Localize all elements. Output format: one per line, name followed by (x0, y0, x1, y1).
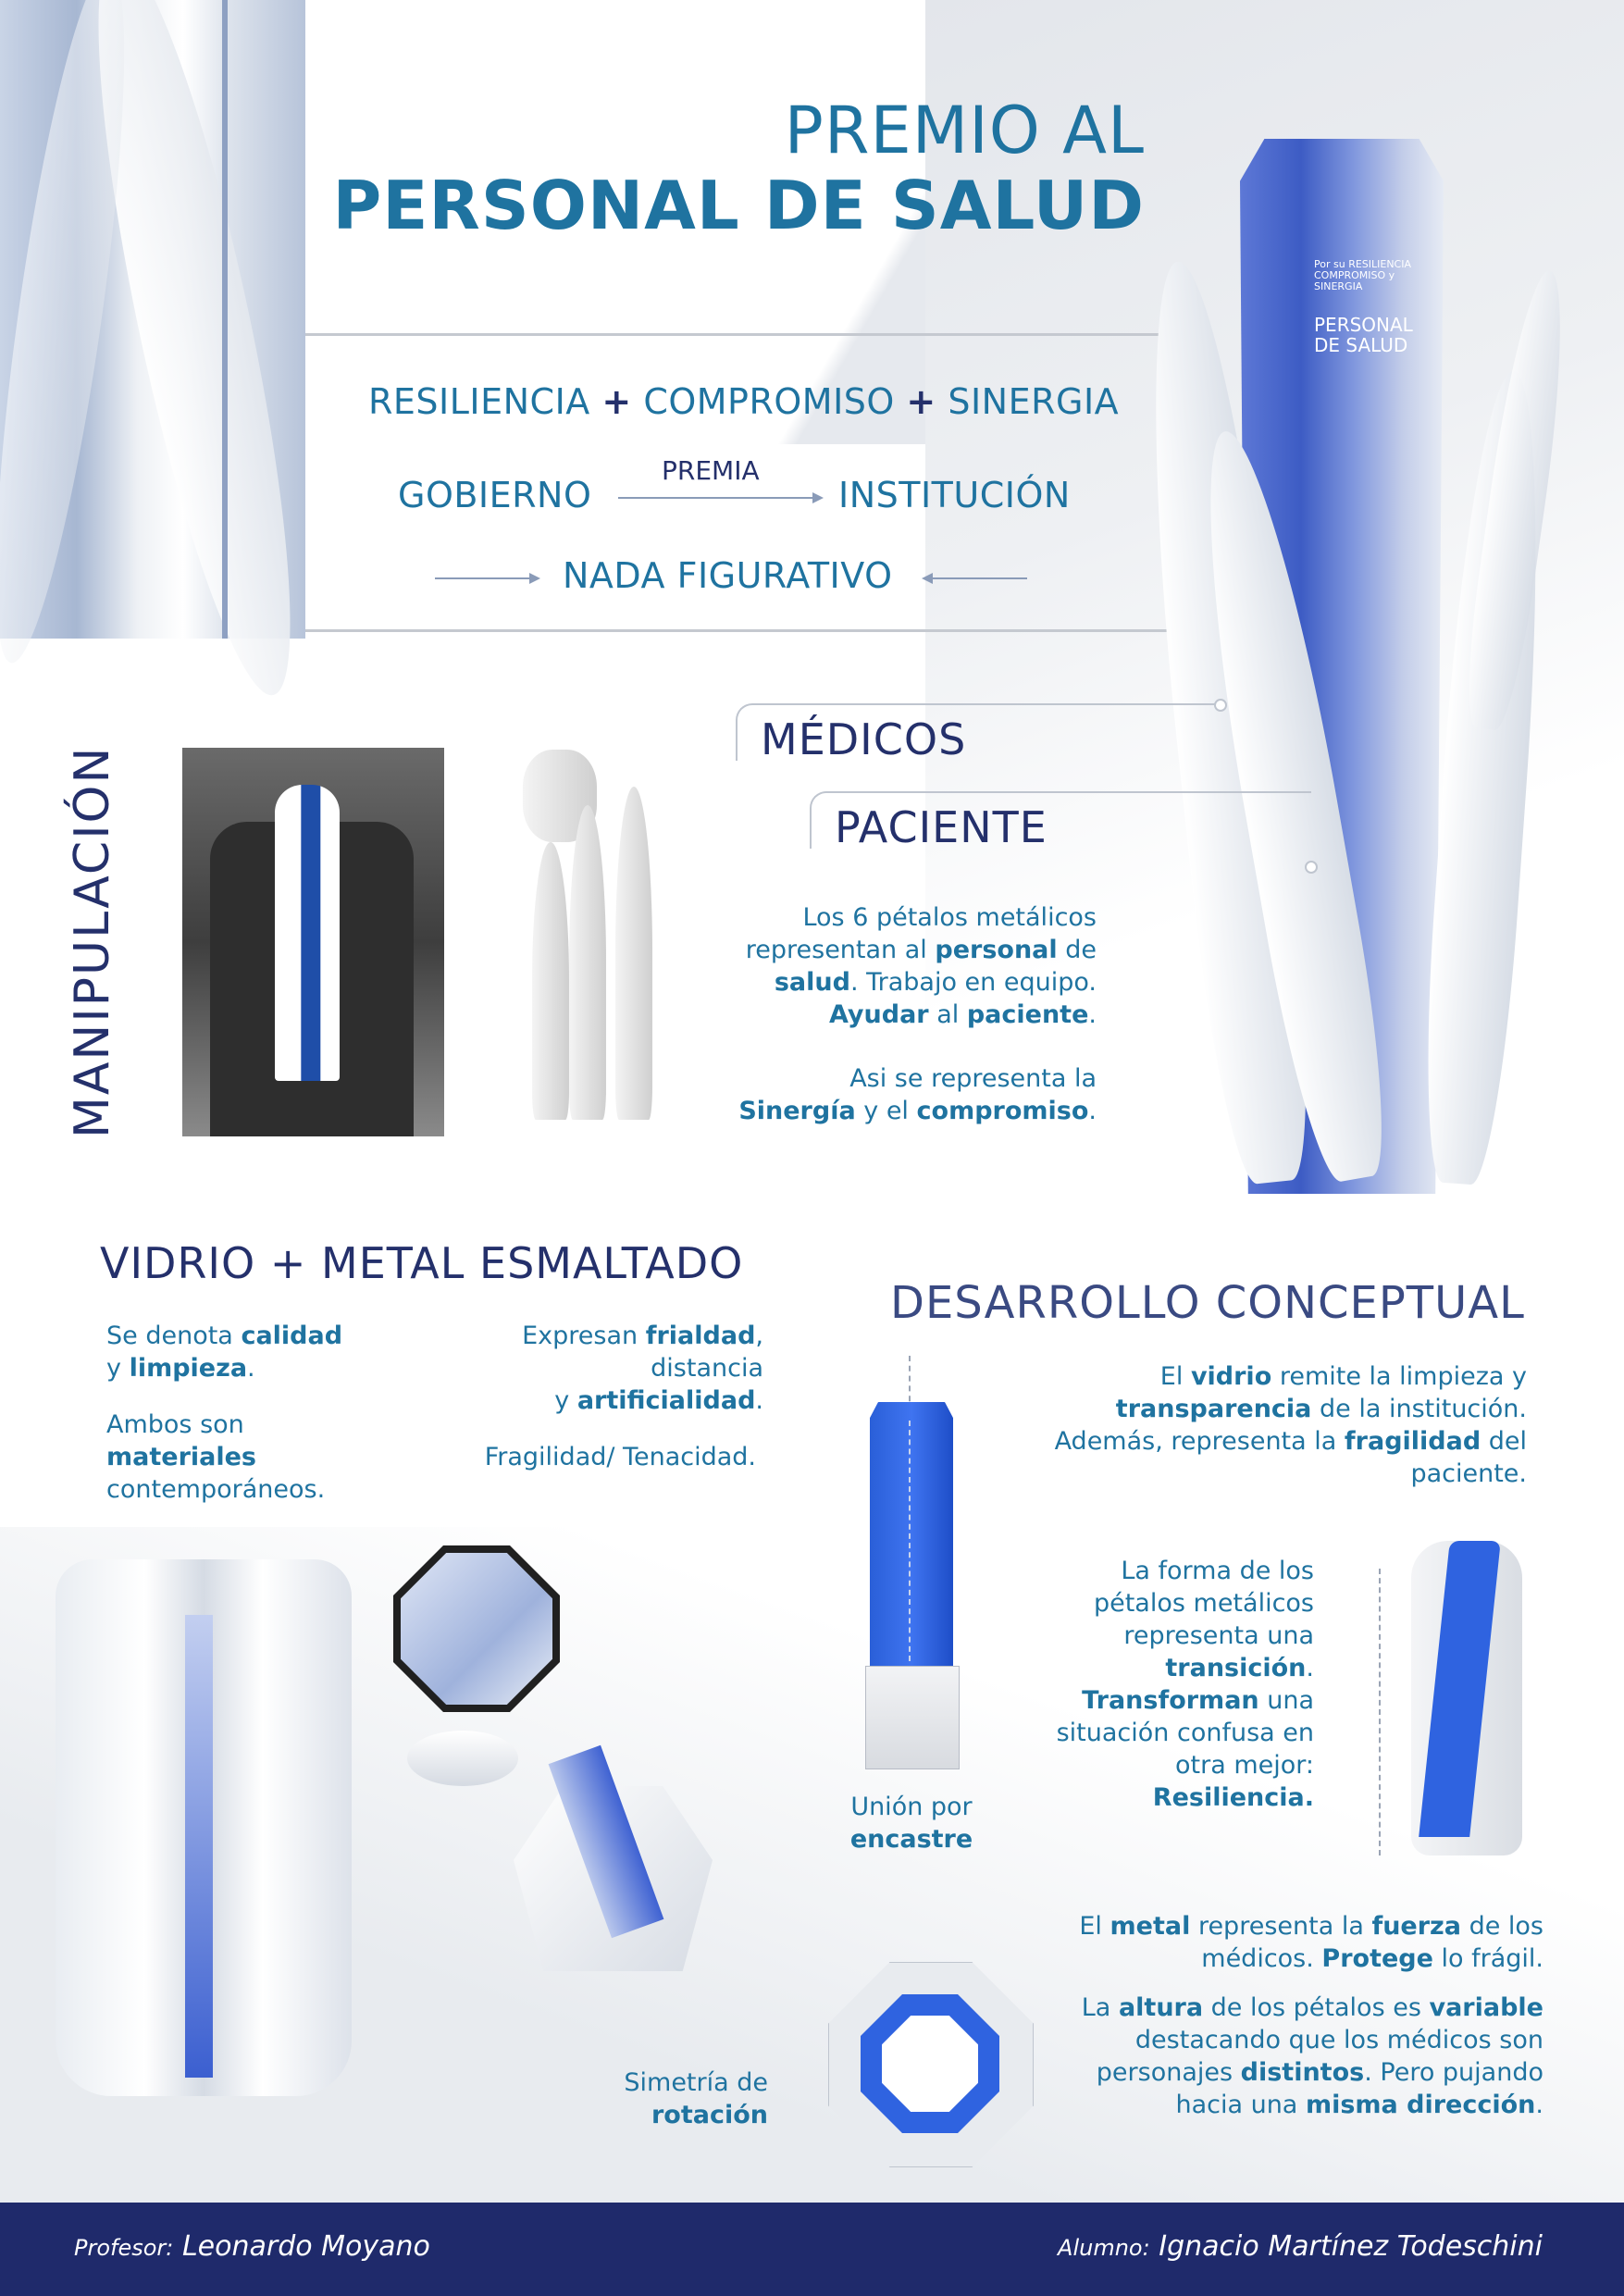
callout-medicos: MÉDICOS (761, 714, 967, 764)
callout-dot (1305, 861, 1318, 874)
title-line-2: PERSONAL DE SALUD (332, 167, 1145, 244)
from-label: GOBIERNO (398, 475, 592, 515)
materials-left-text: Se denota calidad y limpieza. Ambos son materiales contemporáneos. (106, 1322, 343, 1504)
engraving-small: Por su RESILIENCIA COMPROMISO y SINERGIA (1314, 258, 1412, 293)
verb-label: PREMIA (662, 455, 760, 486)
assembled-top-render (504, 1731, 722, 1971)
development-title: DESARROLLO CONCEPTUAL (890, 1277, 1525, 1329)
trophy-closeup-photo (0, 0, 305, 639)
symmetry-caption: Simetría de rotación (624, 2068, 768, 2129)
trophy-render (1138, 120, 1564, 1212)
plus-sign: + (906, 381, 936, 422)
engraving-big: PERSONAL DE SALUD (1314, 314, 1413, 356)
arrow-right-icon (435, 577, 539, 579)
professor-credit: Profesor: Leonardo Moyano (74, 2230, 430, 2263)
header-divider-bottom (305, 629, 1184, 632)
rotation-symmetry-diagram (828, 1962, 1032, 2166)
student-credit: Alumno: Ignacio Martínez Todeschini (1058, 2230, 1543, 2263)
glass-paragraph: El vidrio remite la limpieza y transparencia de la institución. Además, representa la fragilidad del paciente. (1054, 1362, 1527, 1488)
value-resiliencia: RESILIENCIA (368, 381, 590, 422)
arrow-right-icon (618, 497, 822, 499)
shape-paragraph: La forma de los pétalos metálicos representa una transición. Transforman una situación confusa en otra mejor: Resiliencia. (1056, 1557, 1314, 1812)
materials-right-text: Expresan frialdad, distancia y artificialidad. Fragilidad/ Tenacidad. (484, 1322, 763, 1471)
glass-insert-diagram (851, 1356, 972, 1768)
materials-title: VIDRIO + METAL ESMALTADO (100, 1238, 744, 1288)
value-compromiso: COMPROMISO (643, 381, 895, 422)
trophy-in-hand (275, 785, 340, 1081)
union-caption: Unión por encastre (849, 1793, 973, 1854)
trophy-base-render (56, 1559, 352, 2096)
manipulation-label: MANIPULACIÓN (65, 745, 120, 1138)
petals-paragraph: Los 6 pétalos metálicos representan al personal de salud. Trabajo en equipo. Ayudar al paciente. Asi se representa la Sinergía y el compromiso. (738, 903, 1097, 1125)
value-sinergia: SINERGIA (948, 381, 1120, 422)
values-line (368, 381, 1119, 422)
petal-fragment-render (407, 1731, 518, 1786)
header-divider-top (305, 333, 1184, 336)
glass-piece-render (393, 1545, 560, 1721)
arrow-left-icon (924, 577, 1027, 579)
petal-transition-diagram (1370, 1532, 1536, 1860)
manipulation-photo (182, 748, 444, 1136)
style-label: NADA FIGURATIVO (563, 555, 893, 596)
metal-paragraph: El metal representa la fuerza de los médicos. Protege lo frágil. La altura de los pétalos es variable destacando que los médicos son personajes distintos. Pero pujando hacia una misma dirección. (1079, 1912, 1543, 2119)
callout-paciente: PACIENTE (835, 802, 1048, 852)
plus-sign: + (601, 381, 632, 422)
title-line-1: PREMIO AL (784, 93, 1145, 168)
callout-dot (1214, 699, 1227, 712)
to-label: INSTITUCIÓN (838, 475, 1071, 515)
